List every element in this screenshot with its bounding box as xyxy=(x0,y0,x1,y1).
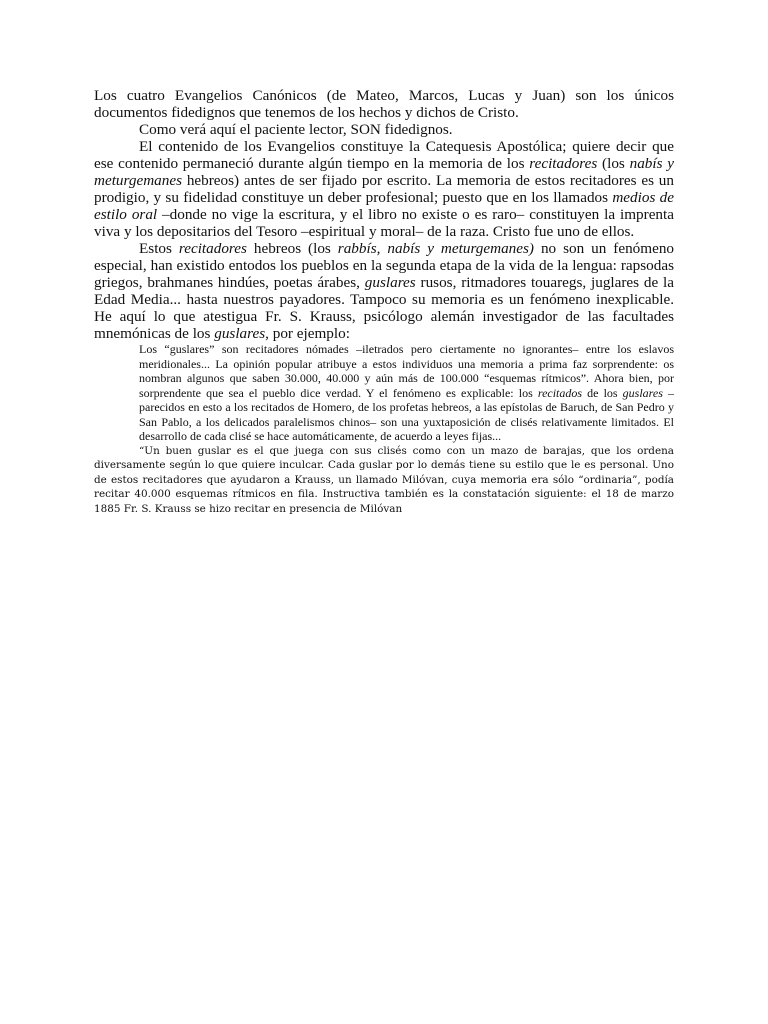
body-paragraph xyxy=(94,121,674,138)
text-segment: hebreos (los xyxy=(246,240,338,257)
italic-text: guslares xyxy=(622,385,663,400)
italic-text: recitados xyxy=(537,385,583,400)
text-segment: –donde no vige la escritura, y el libro no existe o es raro– constituyen la imprenta viva y los depositarios del Tesoro –espiritual y moral– de la raza. Cristo fue uno de ellos. xyxy=(94,206,674,240)
body-paragraph xyxy=(94,240,674,342)
text-segment: Estos xyxy=(139,240,179,257)
text-segment: no son un fenómeno especial, han existido entodos los pueblos en la segunda etapa de la vida de la lengua: rapsodas griegos, brahmanes hindúes, poetas árabes, xyxy=(94,240,675,291)
body-paragraph xyxy=(94,87,674,121)
text-segment: hebreos) antes de ser fijado por escrito. La memoria de estos recitadores es un prodigio, y su fidelidad constituye un deber profesional; puesto que en los llamados xyxy=(94,172,674,206)
italic-text: nabís y meturgemanes xyxy=(94,155,675,189)
document-page xyxy=(94,87,674,516)
text-segment: , por ejemplo: xyxy=(265,325,350,342)
text-segment: –parecidos en esto a los recitados de Homero, de los profetas hebreos, a las epístolas de Baruch, de San Pedro y San Pablo, a los delicados paralelismos chinos– son una yuxtaposición de clisés relativamente limitados. El desarrollo de cada clisé se hace automáticamente, de acuerdo a leyes fijas... xyxy=(139,385,674,443)
italic-text: medios de estilo oral xyxy=(94,189,674,223)
text-segment: “Un buen guslar es el que juega con sus clisés como con un mazo de barajas, que los ordena diversamente según lo que quiere inculcar. Cada guslar por lo demás tiene su estilo que le es personal. Uno de estos recitadores que ayudaron a Krauss, un llamado Milóvan, cuya memoria era sólo “ordinaria”, podía recitar 40.000 esquemas rítmicos en fila. Instructiva también es la constatación siguiente: el 18 de marzo 1885 Fr. S. Krauss se hizo recitar en presencia de Milóvan xyxy=(94,444,674,515)
italic-text: recitadores xyxy=(178,240,247,257)
italic-text: rabbís, nabís y meturgemanes) xyxy=(337,240,534,257)
text-segment: de los xyxy=(582,385,623,400)
block-quote xyxy=(139,342,674,444)
italic-text: guslares xyxy=(364,274,416,291)
text-segment: (los xyxy=(597,155,630,172)
text-segment: rusos, ritmadores touaregs, juglares de la Edad Media... hasta nuestros payadores. Tampoco su memoria es un fenómeno inexplicable. He aquí lo que atestigua Fr. S. Krauss, psicólogo alemán investigador de las facultades mnemónicas de los xyxy=(94,274,674,342)
italic-text: guslares xyxy=(214,325,266,342)
text-segment: Los cuatro Evangelios Canónicos (de Mateo, Marcos, Lucas y Juan) son los únicos documentos fidedignos que tenemos de los hechos y dichos de Cristo. xyxy=(94,87,674,121)
italic-text: recitadores xyxy=(529,155,598,172)
text-segment: El contenido de los Evangelios constituye la Catequesis Apostólica; quiere decir que ese contenido permaneció durante algún tiempo en la memoria de los xyxy=(94,138,674,172)
text-segment: Como verá aquí el paciente lector, SON fidedignos. xyxy=(139,121,453,138)
body-paragraph xyxy=(94,138,674,240)
text-segment: Los “guslares” son recitadores nómades –iletrados pero ciertamente no ignorantes– entre los eslavos meridionales... La opinión popular atribuye a estos individuos una memoria a prima faz sorprendente: os nombran algunos que saben 30.000, 40.000 y aún más de 100.000 “esquemas rítmicos”. Ahora bien, por sorprendente que sea el pueblo dice verdad. Y el fenómeno es explicable: los xyxy=(139,342,674,400)
body-paragraph xyxy=(94,444,674,517)
